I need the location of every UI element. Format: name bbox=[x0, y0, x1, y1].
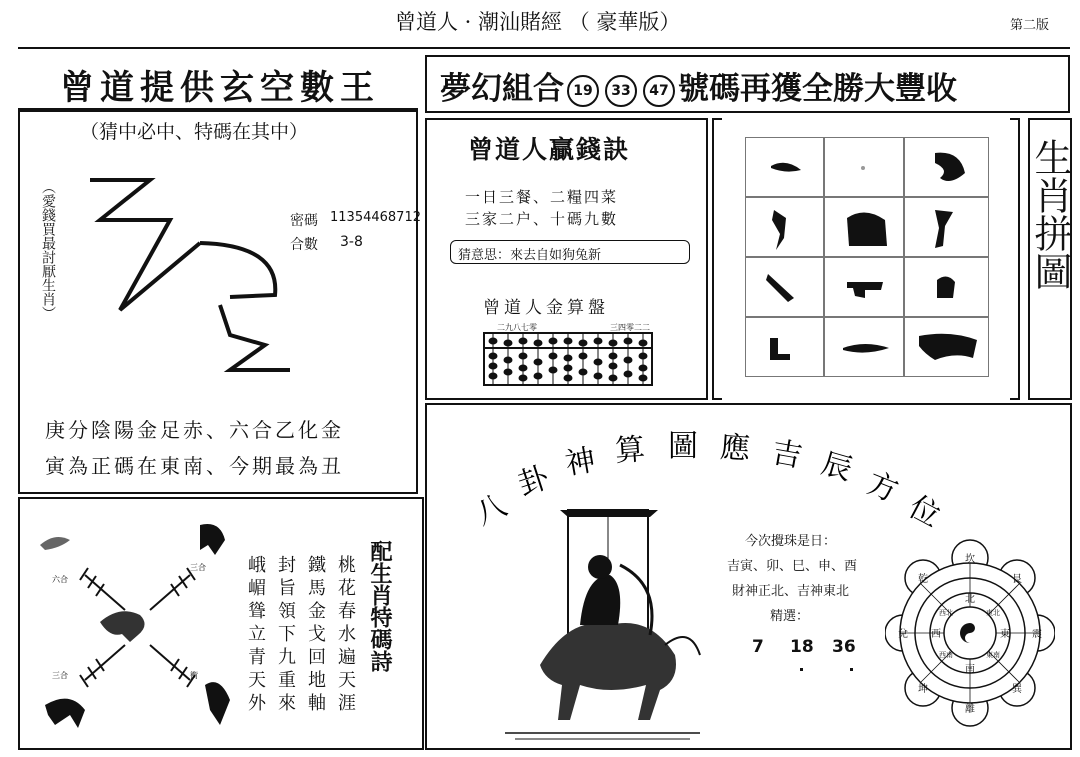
draw-info-line-2: 吉寅、卯、巳、申、酉 bbox=[727, 559, 858, 574]
poem-column-2: 鐵馬金戈回地軸 bbox=[305, 555, 326, 716]
trigram-xun: 巽 bbox=[1012, 684, 1022, 695]
banner-prefix: 夢幻組合 bbox=[440, 71, 564, 107]
pick-number-3: 36 bbox=[832, 637, 856, 657]
draw-info-line-1: 今次攪珠是日： bbox=[745, 534, 837, 549]
zigzag-lower bbox=[220, 305, 290, 370]
picks-label: 精選： bbox=[770, 609, 810, 624]
formula-line-2: 三家二户、十碼九數 bbox=[465, 210, 619, 228]
bagua-title-char-6: 應 bbox=[718, 429, 752, 468]
puzzle-cell-7 bbox=[745, 257, 824, 317]
bagua-title-char-2: 卦 bbox=[513, 460, 554, 503]
trigram-gen: 艮 bbox=[1012, 574, 1022, 585]
left-top-subtitle: （猜中必中、特碼在其中） bbox=[80, 121, 309, 143]
verse-line-2: 寅為正碼在東南、今期最為丑 bbox=[45, 454, 344, 478]
bagua-title-char-4: 算 bbox=[613, 431, 647, 470]
dir-south: 南 bbox=[965, 664, 975, 675]
zigzag-upper bbox=[90, 180, 200, 310]
pick-dot-2 bbox=[850, 668, 853, 671]
puzzle-cell-6 bbox=[904, 197, 989, 257]
trigram-dui: 兌 bbox=[898, 629, 908, 640]
compass-label-chong: 衝 bbox=[190, 671, 198, 680]
dir-southeast: 東南 bbox=[986, 651, 1000, 659]
header-rule bbox=[18, 47, 1070, 49]
trigram-qian: 乾 bbox=[918, 574, 928, 585]
puzzle-grid bbox=[745, 137, 989, 377]
abacus-right-label: 三四零二二 bbox=[610, 323, 650, 332]
banner-number-1: 19 bbox=[567, 75, 599, 107]
pick-number-2: 18 bbox=[790, 637, 814, 657]
banner-suffix: 號碼再獲全勝大豐收 bbox=[678, 71, 957, 107]
bagua-title-char-8: 辰 bbox=[817, 446, 857, 488]
poem-column-3: 封旨領下九重來 bbox=[275, 555, 296, 716]
puzzle-cell-1 bbox=[745, 137, 824, 197]
bagua-title-char-10: 位 bbox=[902, 489, 946, 535]
sum-value: 3-8 bbox=[340, 234, 363, 250]
puzzle-cell-4 bbox=[745, 197, 824, 257]
puzzle-bracket-right bbox=[1010, 118, 1020, 400]
poem-column-4: 峨嵋聳立青天外 bbox=[245, 555, 266, 716]
zigzag-diagram bbox=[80, 165, 340, 405]
warrior-on-horse-illustration bbox=[500, 505, 710, 745]
abacus-title: 曾道人金算盤 bbox=[483, 298, 609, 318]
password-value: 11354468712 bbox=[330, 210, 421, 225]
dir-west: 西 bbox=[931, 629, 941, 640]
banner-text bbox=[440, 63, 957, 108]
sum-label: 合數 bbox=[290, 237, 318, 253]
poem-column-1: 桃花春水遍天涯 bbox=[335, 555, 356, 716]
puzzle-cell-10 bbox=[745, 317, 824, 377]
formula-line-1: 一日三餐、二糧四菜 bbox=[465, 188, 619, 206]
puzzle-cell-9 bbox=[904, 257, 989, 317]
banner-number-2: 33 bbox=[605, 75, 637, 107]
bagua-compass bbox=[885, 538, 1055, 728]
xuankong-title: 曾道提供玄空數王 bbox=[60, 68, 380, 108]
password-label: 密碼 bbox=[290, 213, 318, 229]
puzzle-cell-3 bbox=[904, 137, 989, 197]
puzzle-title: 生肖拼圖 bbox=[1028, 138, 1072, 290]
zigzag-arc bbox=[200, 243, 275, 297]
dir-northeast: 東北 bbox=[986, 609, 1000, 617]
compass-label-liuhe: 六合 bbox=[52, 575, 68, 584]
bagua-title-char-9: 方 bbox=[862, 465, 904, 510]
dir-north: 北 bbox=[965, 594, 975, 605]
draw-info-line-3: 財神正北、吉神東北 bbox=[732, 584, 850, 599]
puzzle-cell-2 bbox=[824, 137, 904, 197]
puzzle-bracket-left bbox=[712, 118, 722, 400]
puzzle-cell-12 bbox=[904, 317, 989, 377]
poem-title: 配生肖特碼詩 bbox=[367, 540, 393, 672]
bagua-title-char-7: 吉 bbox=[769, 435, 805, 475]
dir-east: 東 bbox=[1000, 629, 1010, 640]
trigram-zhen: 震 bbox=[1032, 629, 1042, 640]
dir-southwest: 西南 bbox=[939, 651, 953, 659]
abacus-left-label: 二九八七零 bbox=[497, 323, 537, 332]
zodiac-compass-illustration bbox=[30, 510, 240, 740]
left-top-vertical-note: （愛錢買最討厭生肖） bbox=[40, 180, 56, 320]
puzzle-cell-5 bbox=[824, 197, 904, 257]
puzzle-cell-11 bbox=[824, 317, 904, 377]
trigram-li: 離 bbox=[965, 704, 975, 715]
page-header-title: 曾道人 · 潮汕賭經 （ 豪華版） bbox=[395, 10, 681, 34]
trigram-kan: 坎 bbox=[965, 554, 975, 565]
money-formula-title: 曾道人贏錢訣 bbox=[468, 135, 631, 164]
puzzle-cell-8 bbox=[824, 257, 904, 317]
compass-label-sanhe-ne: 三合 bbox=[190, 563, 206, 572]
pick-dot-1 bbox=[800, 668, 803, 671]
compass-label-sanhe-sw: 三合 bbox=[52, 671, 68, 680]
trigram-kun: 坤 bbox=[918, 684, 928, 695]
abacus-drawing bbox=[483, 332, 653, 386]
bagua-title-char-5: 圖 bbox=[668, 429, 698, 464]
edition-label: 第二版 bbox=[1010, 18, 1050, 33]
bagua-title-char-1: 八 bbox=[470, 487, 513, 533]
verse-line-1: 庚分陰陽金足赤、六合乙化金 bbox=[45, 418, 344, 442]
hint-text: 猜意思：來去自如狗兔新 bbox=[458, 248, 602, 263]
pick-number-1: 7 bbox=[752, 637, 764, 657]
banner-number-3: 47 bbox=[643, 75, 675, 107]
dir-northwest: 西北 bbox=[939, 609, 953, 617]
bagua-title-char-3: 神 bbox=[562, 442, 599, 483]
